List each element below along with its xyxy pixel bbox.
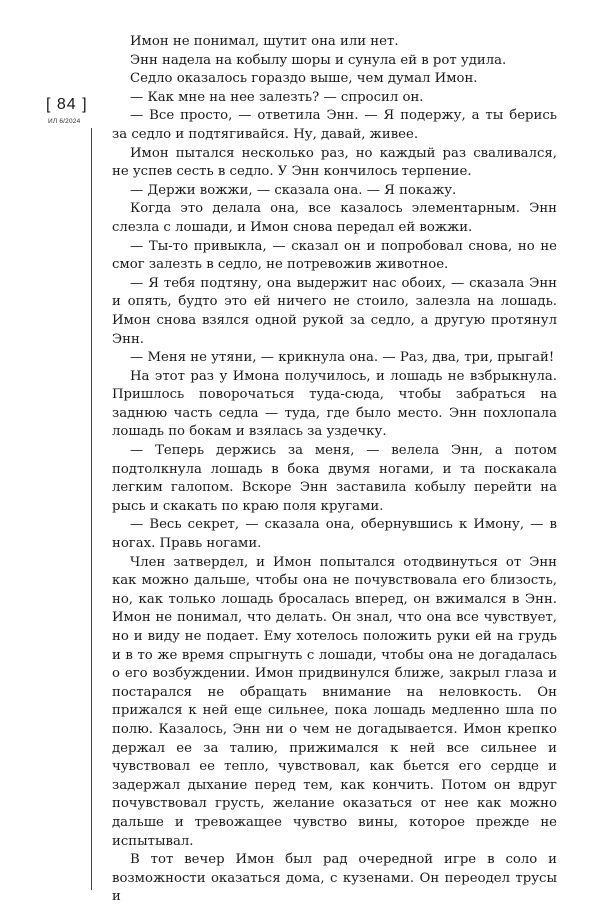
paragraph: Энн надела на кобылу шоры и сунула ей в рот удила. — [130, 52, 507, 68]
paragraph: На этот раз у Имона получилось, и лошадь не взбрыкнула. Пришлось поворочаться туда-сюда, чтобы забраться на заднюю часть седла — туда, где было место. Энн похлопала лошадь по бокам и взялась за уздечку. — [112, 368, 557, 440]
paragraph: — Меня не утяни, — крикнула она. — Раз, два, три, прыгай! — [130, 350, 555, 366]
body-text — [112, 33, 557, 907]
paragraph: В тот вечер Имон был рад очередной игре в соло и возможности оказаться дома, с кузенами. Он переодел трусы и — [112, 852, 557, 905]
paragraph: — Держи вожжи, — сказала она. — Я покажу. — [130, 182, 457, 198]
paragraph: Член затвердел, и Имон попытался отодвинуться от Энн как можно дальше, чтобы она не почувствовала его близость, но, как только лошадь бросалась вперед, он вжимался в Энн. Имон не понимал, что делать. Он знал, что она все чувствует, но и виду не подает. Ему хотелось положить руки ей на грудь и в то же время спрыгнуть с лошади, чтобы она не догадалась о его возбуждении. Имон придвинулся ближе, закрыл глаза и постарался не обращать внимание на неловкость. Он прижался к ней еще сильнее, пока лошадь медленно шла по полю. Казалось, Энн ни о чем не догадывается. Имон крепко держал ее за талию, прижимался к ней все сильнее и чувствовал ее тепло, чувствовал, как бьется его сердце и задержал дыхание перед тем, как кончить. Потом он вдруг почувствовал грусть, желание оказаться от нее как можно дальше и тревожащее чувство вины, которое прежде не испытывал. — [112, 554, 557, 849]
paragraph: Седло оказалось гораздо выше, чем думал Имон. — [130, 71, 478, 87]
paragraph: — Я тебя подтяну, она выдержит нас обоих, — сказала Энн и опять, будто это ей ничего не стоило, залезла на лошадь. Имон снова взялся одной рукой за седло, а другую протянул Энн. — [112, 275, 557, 347]
paragraph: Имон пытался несколько раз, но каждый раз сваливался, не успев сесть в седло. У Энн кончилось терпение. — [112, 145, 557, 180]
margin-rule — [91, 128, 92, 890]
page-number: [ 84 ] — [46, 96, 88, 113]
paragraph: Когда это делала она, все казалось элементарным. Энн слезла с лошади, и Имон снова передал ей вожжи. — [112, 201, 557, 235]
paragraph: Имон не понимал, шутит она или нет. — [130, 34, 399, 49]
paragraph: — Как мне на нее залезть? — спросил он. — [130, 89, 424, 105]
paragraph: — Весь секрет, — сказала она, обернувшись к Имону, — в ногах. Правь ногами. — [112, 517, 557, 552]
paragraph: — Все просто, — ответила Энн. — Я подержу, а ты берись за седло и подтягивайся. Ну, давай, живее. — [112, 108, 557, 142]
journal-issue: ИЛ 6/2024 — [48, 118, 81, 125]
paragraph: — Теперь держись за меня, — велела Энн, а потом подтолкнула лошадь в бока двумя ногами, и та поскакала легким галопом. Вскоре Энн заставила кобылу перейти на рысь и скакать по краю поля кругами. — [112, 443, 557, 514]
paragraph: — Ты-то привыкла, — сказал он и попробовал снова, но не смог залезть в седло, не потревожив животное. — [112, 238, 557, 273]
